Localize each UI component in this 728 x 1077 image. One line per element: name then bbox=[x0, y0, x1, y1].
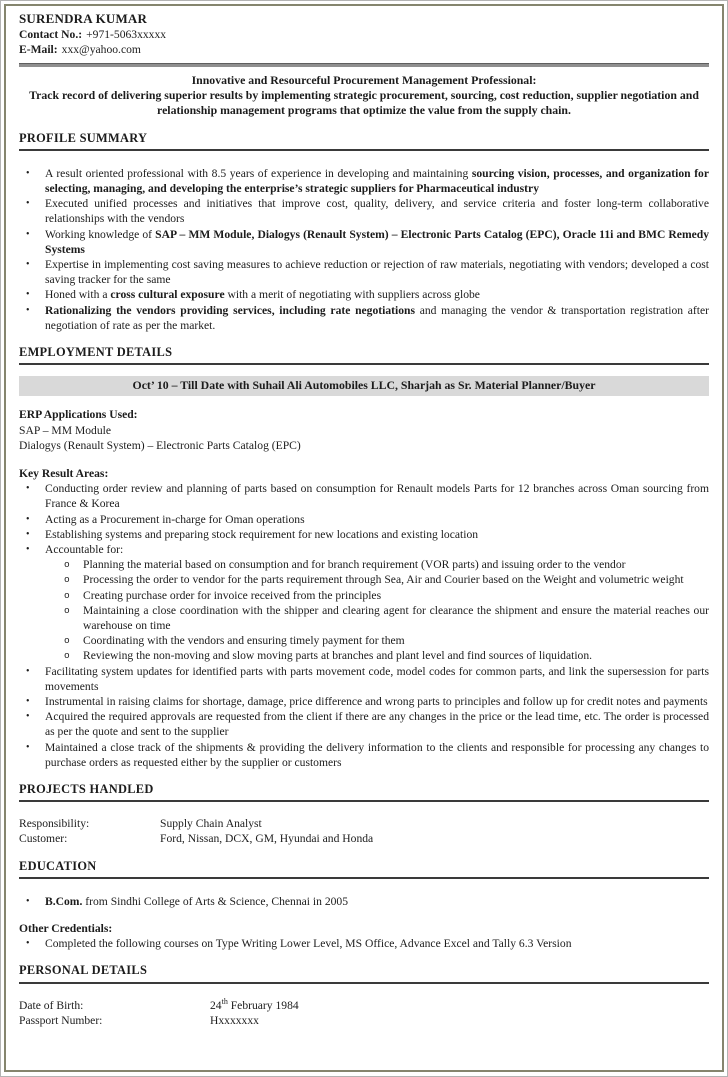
text-segment: Acquired the required approvals are requested from the client if there are any changes in the price or the lead time, etc. The order is processed as per the quote and sent to the supplier bbox=[45, 710, 709, 739]
sub-bullet-marker-icon: o bbox=[64, 635, 70, 647]
bullet-marker-icon: • bbox=[26, 304, 30, 316]
bullet-item bbox=[19, 894, 709, 909]
bullet-marker-icon: • bbox=[26, 483, 30, 495]
project-row-value: Ford, Nissan, DCX, GM, Hyundai and Honda bbox=[160, 832, 374, 846]
text-segment: th bbox=[221, 996, 228, 1006]
sub-bullet-marker-icon: o bbox=[64, 559, 70, 571]
other-credentials-label: Other Credentials: bbox=[19, 922, 113, 936]
bullet-marker-icon: • bbox=[26, 228, 30, 240]
text-segment: Maintained a close track of the shipments & providing the delivery information to the clients and responsible for processing any changes to purchase orders as requested either by the supplier or customers bbox=[45, 740, 709, 769]
sub-bullet-marker-icon: o bbox=[64, 574, 70, 586]
sub-bullet-item bbox=[19, 572, 709, 587]
bullet-text bbox=[45, 227, 709, 257]
job-title-bar: Oct’ 10 – Till Date with Suhail Ali Automobiles LLC, Sharjah as Sr. Material Planner/Buyer bbox=[19, 376, 709, 396]
text-segment: A result oriented professional with 8.5 years of experience in developing and maintaining bbox=[45, 166, 472, 180]
text-segment: Working knowledge of bbox=[45, 227, 156, 241]
bullet-text bbox=[45, 512, 709, 527]
key-result-areas-list bbox=[19, 481, 709, 770]
sub-bullet-text bbox=[83, 633, 709, 648]
text-segment: Acting as a Procurement in-charge for Oman operations bbox=[45, 512, 305, 526]
bullet-text bbox=[45, 303, 709, 333]
contact-value: +971-5063xxxxx bbox=[86, 27, 167, 41]
text-segment: Honed with a bbox=[45, 288, 111, 302]
bullet-marker-icon: • bbox=[26, 289, 30, 301]
text-segment: from Sindhi College of Arts & Science, Chennai in 2005 bbox=[82, 894, 349, 908]
text-segment: Coordinating with the vendors and ensuring timely payment for them bbox=[83, 634, 405, 648]
project-row-value: Supply Chain Analyst bbox=[160, 817, 262, 831]
section-projects-handled bbox=[19, 782, 709, 847]
employment-details-heading: EMPLOYMENT DETAILS bbox=[19, 345, 709, 365]
text-segment: Planning the material based on consumption and for branch requirement (VOR parts) and issuing order to the vendor bbox=[83, 558, 626, 572]
contact-header bbox=[19, 11, 709, 58]
text-segment: Completed the following courses on Type Writing Lower Level, MS Office, Advance Excel and Tally 6.3 Version bbox=[45, 937, 572, 951]
personal-row-label: Date of Birth: bbox=[19, 998, 84, 1012]
erp-line: SAP – MM Module bbox=[19, 423, 112, 437]
personal-row-value bbox=[210, 1013, 709, 1028]
text-segment: Processing the order to vendor for the parts requirement through Sea, Air and Courier based on the Weight and volumetric weight bbox=[83, 573, 684, 587]
project-row bbox=[19, 816, 709, 831]
text-segment: Executed unified processes and initiatives that improve cost, quality, delivery, and service criteria and foster long-term collaborative relationships with the vendors bbox=[45, 197, 709, 226]
bullet-marker-icon: • bbox=[26, 198, 30, 210]
sub-bullet-marker-icon: o bbox=[64, 650, 70, 662]
section-employment-details bbox=[19, 345, 709, 770]
bullet-text bbox=[45, 196, 709, 226]
projects-handled-heading: PROJECTS HANDLED bbox=[19, 782, 709, 802]
bullet-text bbox=[45, 166, 709, 196]
headline-summary: Track record of delivering superior results by implementing strategic procurement, sourcing, cost reduction, supplier negotiation and relationship management programs that optimize the value from the supply chain. bbox=[29, 87, 699, 118]
bullet-text bbox=[45, 287, 709, 302]
bullet-marker-icon: • bbox=[26, 895, 30, 907]
bullet-item bbox=[19, 936, 709, 951]
candidate-name: SURENDRA KUMAR bbox=[19, 11, 148, 26]
key-result-areas-label: Key Result Areas: bbox=[19, 466, 109, 480]
sub-bullet-text bbox=[83, 603, 709, 633]
text-segment: Establishing systems and preparing stock requirement for new locations and existing location bbox=[45, 527, 479, 541]
bullet-item bbox=[19, 542, 709, 557]
bullet-item bbox=[19, 512, 709, 527]
section-profile-summary bbox=[19, 131, 709, 333]
bullet-text bbox=[45, 257, 709, 287]
contact-line bbox=[19, 27, 709, 42]
bullet-marker-icon: • bbox=[26, 741, 30, 753]
bullet-marker-icon: • bbox=[26, 696, 30, 707]
bullet-item bbox=[19, 481, 709, 511]
bullet-text bbox=[45, 936, 709, 951]
bullet-item bbox=[19, 709, 709, 739]
profile-bullet-list bbox=[19, 166, 709, 333]
personal-row-value bbox=[210, 998, 709, 1013]
bullet-text bbox=[45, 709, 709, 739]
bullet-marker-icon: • bbox=[26, 543, 30, 555]
bullet-text bbox=[45, 542, 709, 557]
email-label: E-Mail: bbox=[19, 43, 58, 57]
personal-row bbox=[19, 1013, 709, 1028]
text-segment: Instrumental in raising claims for shortage, damage, price difference and wrong parts to principles and follow up for credit notes and payments bbox=[45, 695, 708, 708]
text-segment: February 1984 bbox=[227, 998, 299, 1012]
bullet-marker-icon: • bbox=[26, 665, 30, 677]
text-segment: with a merit of negotiating with suppliers across globe bbox=[224, 288, 480, 302]
profile-summary-heading: PROFILE SUMMARY bbox=[19, 131, 709, 151]
education-bullet-list bbox=[19, 894, 709, 909]
bullet-marker-icon: • bbox=[26, 528, 30, 540]
text-segment: Maintaining a close coordination with the shipper and clearing agent for clearance the shipment and ensure the material reaches our warehouse on time bbox=[83, 603, 709, 632]
text-segment: 24 bbox=[210, 998, 222, 1012]
project-row-label: Responsibility: bbox=[19, 817, 90, 831]
personal-rows bbox=[19, 998, 709, 1028]
text-segment: cross cultural exposure bbox=[110, 288, 225, 302]
sub-bullet-marker-icon: o bbox=[64, 589, 70, 601]
text-segment: Facilitating system updates for identified parts with parts movement code, model codes for common parts, and link the supersession for parts movements bbox=[45, 664, 709, 693]
headline-title: Innovative and Resourceful Procurement Management Professional: bbox=[191, 72, 537, 87]
bullet-item bbox=[19, 287, 709, 302]
sub-bullet-item bbox=[19, 588, 709, 603]
bullet-item bbox=[19, 664, 709, 694]
bullet-text bbox=[45, 694, 709, 709]
projects-rows bbox=[19, 816, 709, 846]
bullet-item bbox=[19, 196, 709, 226]
sub-bullet-text bbox=[83, 648, 709, 663]
text-segment: Reviewing the non-moving and slow moving parts at branches and plant level and find sources of liquidation. bbox=[83, 649, 593, 663]
text-segment: Accountable for: bbox=[45, 542, 124, 556]
education-heading: EDUCATION bbox=[19, 859, 709, 879]
header-divider bbox=[19, 63, 709, 67]
section-education bbox=[19, 859, 709, 952]
other-credentials-list bbox=[19, 936, 709, 951]
bullet-marker-icon: • bbox=[26, 938, 30, 950]
bullet-marker-icon: • bbox=[26, 711, 30, 723]
personal-details-heading: PERSONAL DETAILS bbox=[19, 963, 709, 983]
sub-bullet-item bbox=[19, 633, 709, 648]
text-segment: Hxxxxxxx bbox=[210, 1013, 259, 1027]
personal-row bbox=[19, 998, 709, 1013]
bullet-item bbox=[19, 257, 709, 287]
text-segment: SAP – MM Module, Dialogys (Renault System) – Electronic Parts Catalog (EPC), Oracle 11i and BMC Remedy Systems bbox=[45, 227, 709, 256]
project-row bbox=[19, 831, 709, 846]
personal-row-label: Passport Number: bbox=[19, 1013, 103, 1027]
bullet-marker-icon: • bbox=[26, 258, 30, 270]
bullet-item bbox=[19, 303, 709, 333]
bullet-text bbox=[45, 527, 709, 542]
text-segment: Expertise in implementing cost saving measures to achieve reduction or rejection of raw materials, negotiating with vendors; developed a cost saving tracker for the same bbox=[45, 257, 709, 287]
bullet-text bbox=[45, 664, 709, 694]
text-segment: Creating purchase order for invoice received from the principles bbox=[83, 588, 382, 602]
email-line bbox=[19, 42, 709, 57]
sub-bullet-item bbox=[19, 557, 709, 572]
project-row-label: Customer: bbox=[19, 832, 68, 846]
sub-bullet-marker-icon: o bbox=[64, 604, 70, 616]
bullet-item bbox=[19, 527, 709, 542]
text-segment: and managing the vendor & transportation registration after negotiation of rate as per the market. bbox=[45, 303, 709, 332]
erp-applications-block bbox=[19, 407, 709, 453]
text-segment: Conducting order review and planning of parts based on consumption for Renault models Parts for 12 branches across Oman sourcing from France & Korea bbox=[45, 482, 709, 511]
sub-bullet-item bbox=[19, 648, 709, 663]
sub-bullet-text bbox=[83, 588, 709, 603]
text-segment: B.Com. bbox=[45, 894, 83, 908]
erp-line: Dialogys (Renault System) – Electronic Parts Catalog (EPC) bbox=[19, 438, 301, 452]
bullet-item bbox=[19, 166, 709, 196]
bullet-marker-icon: • bbox=[26, 167, 30, 179]
text-segment: sourcing vision, processes, and organization for selecting, managing, and developing the enterprise’s strategic suppliers for Pharmaceutical industry bbox=[45, 166, 709, 195]
bullet-marker-icon: • bbox=[26, 513, 30, 525]
text-segment: Rationalizing the vendors providing services, including rate negotiations bbox=[45, 303, 415, 317]
page-frame bbox=[4, 4, 724, 1072]
bullet-item bbox=[19, 227, 709, 257]
section-personal-details bbox=[19, 963, 709, 1028]
bullet-item bbox=[19, 740, 709, 770]
erp-label: ERP Applications Used: bbox=[19, 408, 138, 422]
bullet-text bbox=[45, 740, 709, 770]
bullet-item bbox=[19, 694, 709, 709]
bullet-text bbox=[45, 481, 709, 511]
sub-bullet-text bbox=[83, 557, 709, 572]
bullet-text bbox=[45, 894, 709, 909]
sub-bullet-item bbox=[19, 603, 709, 633]
sub-bullet-text bbox=[83, 572, 709, 587]
email-value: xxx@yahoo.com bbox=[61, 43, 141, 57]
contact-label: Contact No.: bbox=[19, 27, 83, 41]
headline-block bbox=[19, 73, 709, 119]
